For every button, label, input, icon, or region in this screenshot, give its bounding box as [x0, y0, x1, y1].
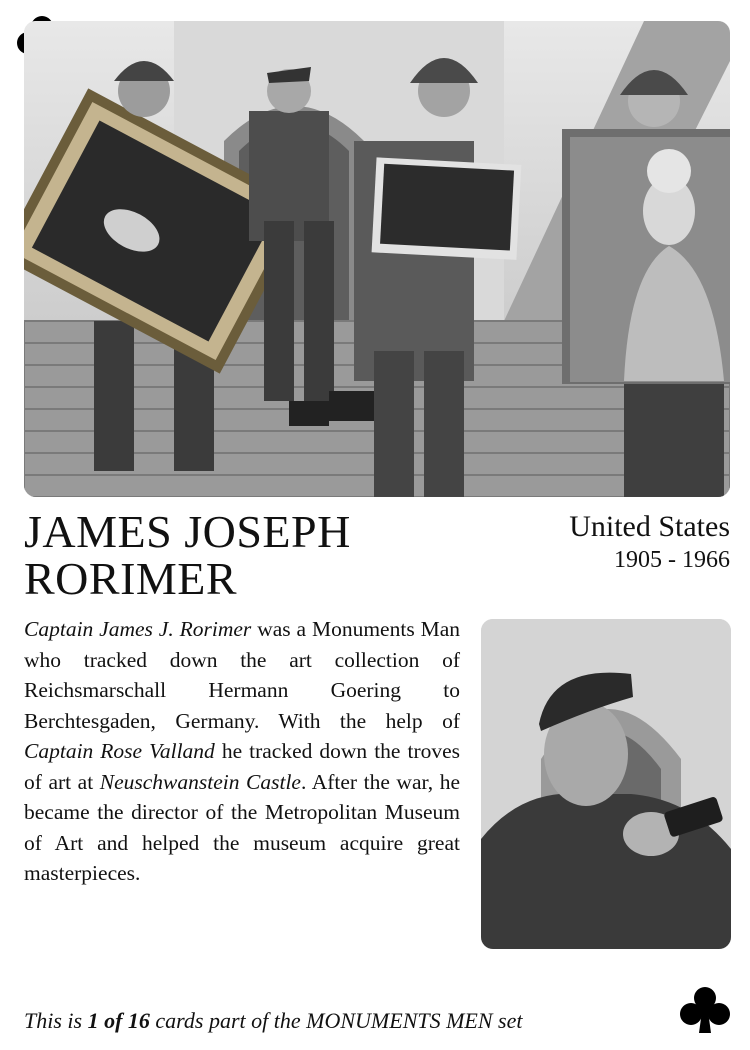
country-label: United States [569, 510, 730, 543]
portrait-photograph [481, 619, 731, 949]
bio-text-2: he tracked down the troves of art at [24, 739, 461, 794]
card-count: 1 of 16 [87, 1008, 150, 1033]
bio-text-3: . After the war, he became the director of the Metropolitan Museum of Art and helped the museum acquire great masterpieces. [24, 769, 460, 885]
life-years: 1905 - 1966 [614, 547, 730, 573]
name-line-1: JAMES JOSEPH [24, 506, 351, 557]
footer-suffix: cards part of the MONUMENTS MEN set [149, 1008, 523, 1033]
main-photograph [24, 21, 730, 497]
bio-collaborator: Captain Rose Valland [24, 739, 215, 763]
name-line-2: RORIMER [24, 553, 238, 604]
person-name [24, 508, 464, 602]
club-icon-bottom [677, 983, 733, 1039]
biography [24, 614, 460, 889]
set-footer [24, 1006, 522, 1036]
bio-text-1: was a Monuments Man who tracked down the art collection of Reichsmarschall Hermann Goering to Berchtesgaden, Germany. With the help of [24, 617, 460, 733]
bio-location: Neuschwanstein Castle [99, 769, 301, 794]
footer-prefix: This is [24, 1008, 88, 1033]
bio-subject: Captain James J. Rorimer [24, 617, 252, 641]
